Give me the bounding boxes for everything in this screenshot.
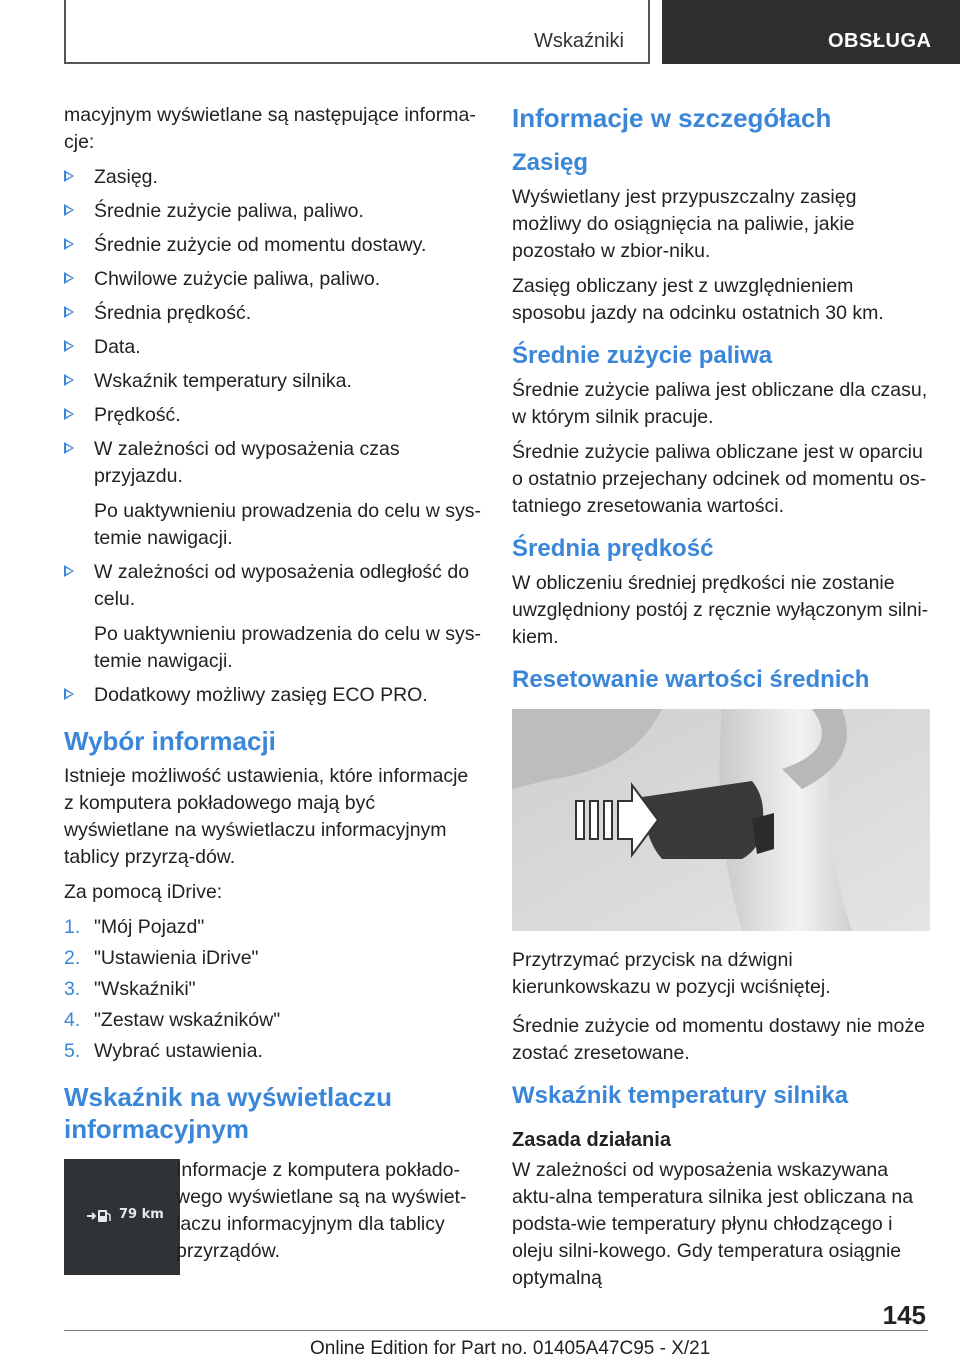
- bullet-triangle-icon: [64, 408, 74, 420]
- reset-text-1: Przytrzymać przycisk na dźwigni kierunkowskazu w pozycji wciśniętej.: [512, 949, 831, 998]
- heading-principle: Zasada działania: [512, 1129, 671, 1151]
- footer-divider: [64, 1330, 928, 1331]
- bullet-note: Po uaktywnieniu prowadzenia do celu w sys-temie nawigacji.: [94, 500, 481, 549]
- choice-text: Istnieje możliwość ustawienia, które informacje z komputera pokładowego mają być wyświetlane na wyświetlaczu informacyjnym tablicy przyrzą-dów.: [64, 765, 469, 868]
- header-section-box: [64, 0, 650, 64]
- avg-fuel-text-1: Średnie zużycie paliwa jest obliczane dla czasu, w którym silnik pracuje.: [512, 379, 928, 428]
- range-text-1: Wyświetlany jest przypuszczalny zasięg możliwy do osiągnięcia na paliwie, jakie pozostało w zbior-niku.: [512, 186, 857, 262]
- indicator-figure: [64, 1159, 482, 1279]
- bullet-triangle-icon: [64, 340, 74, 352]
- bullet-triangle-icon: [64, 170, 74, 182]
- info-display-image: [64, 1159, 180, 1275]
- reset-text-2: Średnie zużycie od momentu dostawy nie może zostać zresetowane.: [512, 1015, 925, 1064]
- heading-avg-fuel: Średnie zużycie paliwa: [512, 342, 773, 369]
- heading-reset: Resetowanie wartości średnich: [512, 666, 870, 693]
- step-item: 2. "Ustawienia iDrive": [64, 947, 259, 969]
- bullet-triangle-icon: [64, 306, 74, 318]
- idrive-text: Za pomocą iDrive:: [64, 881, 223, 903]
- list-item: Data.: [64, 334, 482, 361]
- heading-avg-speed: Średnia prędkość: [512, 535, 714, 562]
- lever-illustration: [512, 709, 930, 931]
- list-item: Średnie zużycie od momentu dostawy.: [64, 232, 482, 259]
- avg-speed-text: W obliczeniu średniej prędkości nie zostanie uwzględniony postój z ręcznie wyłączonym silni-kiem.: [512, 572, 929, 648]
- info-bullet-list: [64, 164, 482, 709]
- fuel-range-icon: [86, 1209, 112, 1223]
- list-item: Prędkość.: [64, 402, 482, 429]
- intro-text: macyjnym wyświetlane są następujące informa-cje:: [64, 104, 476, 153]
- section-title: Wskaźniki: [533, 30, 624, 52]
- edition-note: Online Edition for Part no. 01405A47C95 - X/21: [310, 1338, 711, 1359]
- list-item: Zasięg.: [64, 164, 482, 191]
- bullet-triangle-icon: [64, 272, 74, 284]
- bullet-triangle-icon: [64, 238, 74, 250]
- principle-text: W zależności od wyposażenia wskazywana aktu-alna temperatura silnika jest obliczana na podsta-wie temperatury płynu chłodzącego i oleju silni-kowego. Gdy temperatura osiągnie optymalną: [512, 1159, 914, 1289]
- chapter-title: OBSŁUGA: [828, 30, 932, 52]
- indicator-text: Informacje z komputera pokłado-wego wyświetlane są na wyświet-laczu informacyjnym dla tablicy przyrządów.: [176, 1159, 467, 1262]
- step-item: 4. "Zestaw wskaźników": [64, 1009, 281, 1031]
- heading-temp: Wskaźnik temperatury silnika: [512, 1082, 849, 1109]
- step-item: 1. "Mój Pojazd": [64, 916, 205, 938]
- bullet-note: Po uaktywnieniu prowadzenia do celu w sys-temie nawigacji.: [94, 623, 481, 672]
- range-value: 79 km: [119, 1207, 164, 1222]
- bullet-triangle-icon: [64, 204, 74, 216]
- heading-details: Informacje w szczegółach: [512, 103, 832, 133]
- bullet-triangle-icon: [64, 565, 74, 577]
- avg-fuel-text-2: Średnie zużycie paliwa obliczane jest w oparciu o ostatnio przejechany odcinek od momentu os-tatniego zresetowania wartości.: [512, 441, 927, 517]
- list-item: Średnia prędkość.: [64, 300, 482, 327]
- heading-choice: Wybór informacji: [64, 726, 276, 756]
- bullet-triangle-icon: [64, 688, 74, 700]
- steps-list: [64, 914, 482, 1065]
- bullet-triangle-icon: [64, 442, 74, 454]
- heading-range: Zasięg: [512, 149, 589, 176]
- step-item: 3. "Wskaźniki": [64, 978, 196, 1000]
- range-text-2: Zasięg obliczany jest z uwzględnieniem sposobu jazdy na odcinku ostatnich 30 km.: [512, 275, 884, 324]
- step-item: 5. Wybrać ustawienia.: [64, 1040, 263, 1062]
- list-item: Chwilowe zużycie paliwa, paliwo.: [64, 266, 482, 293]
- right-column: [512, 102, 930, 1300]
- list-item: W zależności od wyposażenia czas przyjazdu. Po uaktywnieniu prowadzenia do celu w sys-temie nawigacji.: [64, 436, 482, 552]
- list-item: W zależności od wyposażenia odległość do celu. Po uaktywnieniu prowadzenia do celu w sys-temie nawigacji.: [64, 559, 482, 675]
- list-item: Dodatkowy możliwy zasięg ECO PRO.: [64, 682, 482, 709]
- heading-indicator: Wskaźnik na wyświetlaczu informacyjnym: [64, 1082, 393, 1144]
- bullet-triangle-icon: [64, 374, 74, 386]
- left-column: [64, 102, 482, 1279]
- list-item: Wskaźnik temperatury silnika.: [64, 368, 482, 395]
- turn-signal-lever-image: [512, 709, 930, 931]
- list-item: Średnie zużycie paliwa, paliwo.: [64, 198, 482, 225]
- chapter-tab: [662, 0, 960, 64]
- page-number: 145: [882, 1300, 926, 1330]
